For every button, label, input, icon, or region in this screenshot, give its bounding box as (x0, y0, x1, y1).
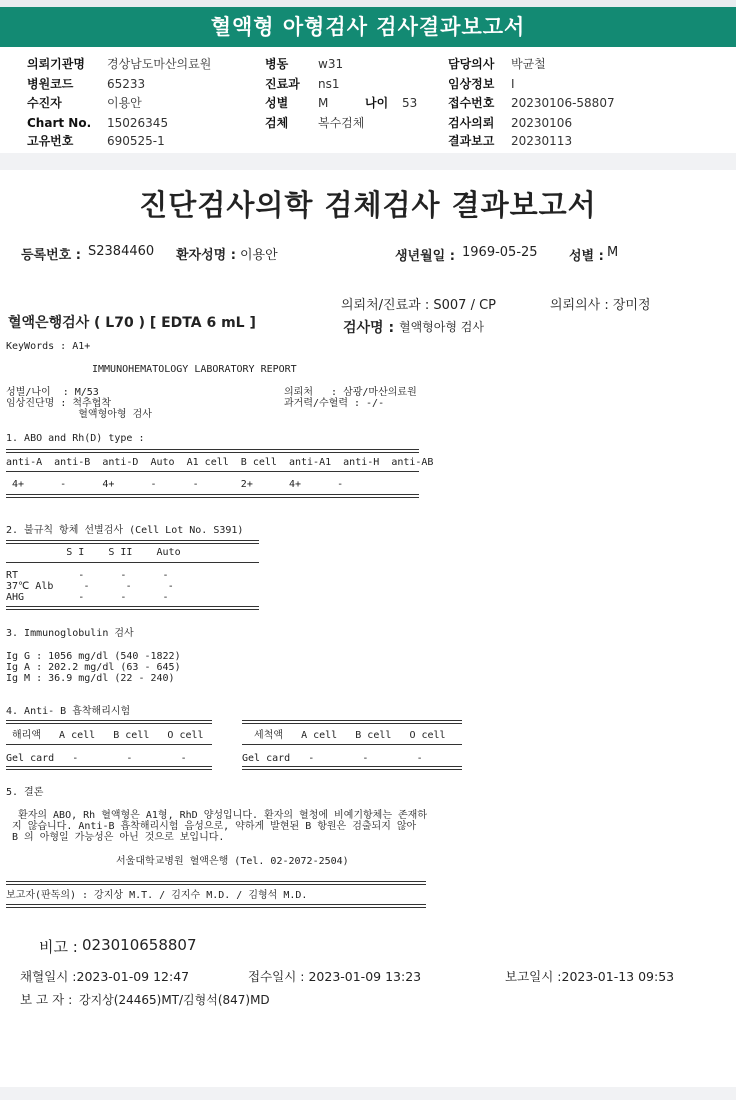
test-name-label: 검사명 : (343, 320, 395, 336)
note-label: 비고 : (39, 938, 78, 956)
divider (6, 494, 419, 498)
conclusion-line: 지 않습니다. Anti-B 흡착해리시험 음성으로, 약하게 발현된 B 항원은 검출되지 않아 (6, 821, 417, 832)
code-value: 65233 (107, 77, 146, 91)
chart-label: Chart No. (27, 116, 92, 130)
sex-value: M (318, 96, 329, 110)
ig-row: Ig G : 1056 mg/dl (540 -1822) (6, 651, 181, 662)
divider (6, 449, 419, 453)
diagnosis-cont: 혈액형아형 검사 (6, 409, 152, 420)
ward-label: 병동 (265, 57, 289, 71)
hospital-value: 경상남도마산의료원 (107, 57, 212, 71)
clinical-value: I (511, 77, 515, 91)
sex-label: 성별 (265, 96, 289, 110)
report-title: 진단검사의학 검체검사 결과보고서 (139, 188, 597, 222)
code-label: 병원코드 (27, 77, 74, 91)
report-time: 보고일시 :2023-01-13 09:53 (505, 969, 675, 984)
bottom-strip (0, 1087, 736, 1100)
divider (6, 744, 212, 745)
abo-values: 4+ - 4+ - - 2+ 4+ - (6, 479, 344, 490)
requester: 의뢰처/진료과 : S007 / CP (341, 298, 496, 313)
divider (242, 766, 462, 770)
name-value: 이용안 (240, 248, 278, 263)
lab-report-title: IMMUNOHEMATOLOGY LABORATORY REPORT (92, 364, 297, 375)
conclusion-line: B 의 아형일 가능성은 아닌 것으로 보입니다. (6, 832, 225, 843)
divider (6, 720, 212, 724)
request-place: 의뢰처 : 삼광/마산의료원 (284, 387, 417, 398)
section-gap (0, 153, 736, 170)
chart-value: 15026345 (107, 116, 169, 130)
age-label: 나이 (365, 96, 389, 110)
divider (6, 606, 259, 610)
doctor-value: 박균철 (511, 57, 546, 71)
report-sex-label: 성별 : (569, 249, 604, 264)
report-sex-value: M (607, 245, 619, 260)
request-value: 20230106 (511, 116, 573, 130)
divider (6, 562, 259, 563)
elution-right-header: 세척액 A cell B cell O cell (242, 730, 446, 741)
receive-time: 접수일시 : 2023-01-09 13:23 (248, 969, 422, 984)
elution-left-row: Gel card - - - (6, 753, 187, 764)
receipt-value: 20230106-58807 (511, 96, 615, 110)
diagnosis: 임상진단명 : 척추협착 (6, 398, 112, 409)
specimen-label: 검체 (265, 116, 289, 130)
report-label: 결과보고 (448, 134, 495, 148)
reg-value: S2384460 (88, 244, 155, 259)
antibody-title: 2. 불규칙 항체 선별검사 (Cell Lot No. S391) (6, 525, 244, 536)
conclusion-line: 환자의 ABO, Rh 혈액형은 A1형, RhD 양성입니다. 환자의 혈청에 비예기항체는 존재하 (6, 810, 427, 821)
reporter-value: 강지상(24465)MT/김형석(847)MD (79, 993, 270, 1007)
divider (6, 471, 419, 472)
elution-title: 4. Anti- B 흡착해리시험 (6, 706, 131, 717)
patient-label: 수진자 (27, 96, 62, 110)
sex-age: 성별/나이 : M/53 (6, 387, 99, 398)
abo-title: 1. ABO and Rh(D) type : (6, 433, 145, 444)
collect-time: 채혈일시 :2023-01-09 12:47 (20, 969, 190, 984)
age-value: 53 (402, 96, 418, 110)
hospital-row (27, 57, 85, 71)
test-title: 혈액은행검사 ( L70 ) [ EDTA 6 mL ] (8, 315, 256, 331)
divider (242, 744, 462, 745)
ig-row: Ig A : 202.2 mg/dl (63 - 645) (6, 662, 181, 673)
antibody-row: RT - - - (6, 570, 169, 581)
note-value: 023010658807 (82, 936, 197, 954)
requesting-doctor: 의뢰의사 : 장미정 (550, 298, 651, 313)
antibody-row: AHG - - - (6, 592, 169, 603)
receipt-label: 접수번호 (448, 96, 495, 110)
elution-left-header: 해리액 A cell B cell O cell (6, 730, 204, 741)
report-value: 20230113 (511, 134, 573, 148)
name-label: 환자성명 : (176, 248, 236, 263)
abo-headers: anti-A anti-B anti-D Auto A1 cell B cell anti-A1 anti-H anti-AB (6, 457, 434, 468)
hospital-label: 의뢰기관명 (27, 57, 85, 71)
conclusion-title: 5. 결론 (6, 787, 44, 798)
test-name-value: 혈액형아형 검사 (399, 320, 484, 334)
history: 과거력/수혈력 : -/- (284, 398, 385, 409)
doctor-label: 담당의사 (448, 57, 495, 71)
antibody-headers: S I S II Auto (6, 547, 181, 558)
clinical-label: 임상정보 (448, 77, 495, 91)
reporter-line: 보고자(판독의) : 강지상 M.T. / 김지수 M.D. / 김형석 M.D. (6, 890, 308, 901)
divider (242, 720, 462, 724)
specimen-value: 복수검체 (318, 116, 365, 130)
antibody-row: 37℃ Alb - - - (6, 581, 174, 592)
elution-right-row: Gel card - - - (242, 753, 423, 764)
banner-title: 혈액형 아형검사 검사결과보고서 (0, 7, 736, 47)
divider (6, 540, 259, 544)
divider (6, 904, 426, 908)
top-strip (0, 0, 736, 7)
divider (6, 881, 426, 885)
request-label: 검사의뢰 (448, 116, 495, 130)
ward-value: w31 (318, 57, 344, 71)
birth-value: 1969-05-25 (462, 245, 538, 260)
blood-bank: 서울대학교병원 혈액은행 (Tel. 02-2072-2504) (116, 856, 349, 867)
birth-label: 생년월일 : (395, 249, 455, 264)
ig-title: 3. Immunoglobulin 검사 (6, 628, 134, 639)
ig-row: Ig M : 36.9 mg/dl (22 - 240) (6, 673, 175, 684)
uid-label: 고유번호 (27, 134, 74, 148)
keywords: KeyWords : A1+ (6, 341, 91, 352)
dept-value: ns1 (318, 77, 340, 91)
divider (6, 766, 212, 770)
reporter-label: 보 고 자 : (20, 992, 73, 1007)
patient-value: 이용안 (107, 96, 142, 110)
reg-label: 등록번호 : (21, 248, 81, 263)
uid-value: 690525-1 (107, 134, 165, 148)
dept-label: 진료과 (265, 77, 300, 91)
